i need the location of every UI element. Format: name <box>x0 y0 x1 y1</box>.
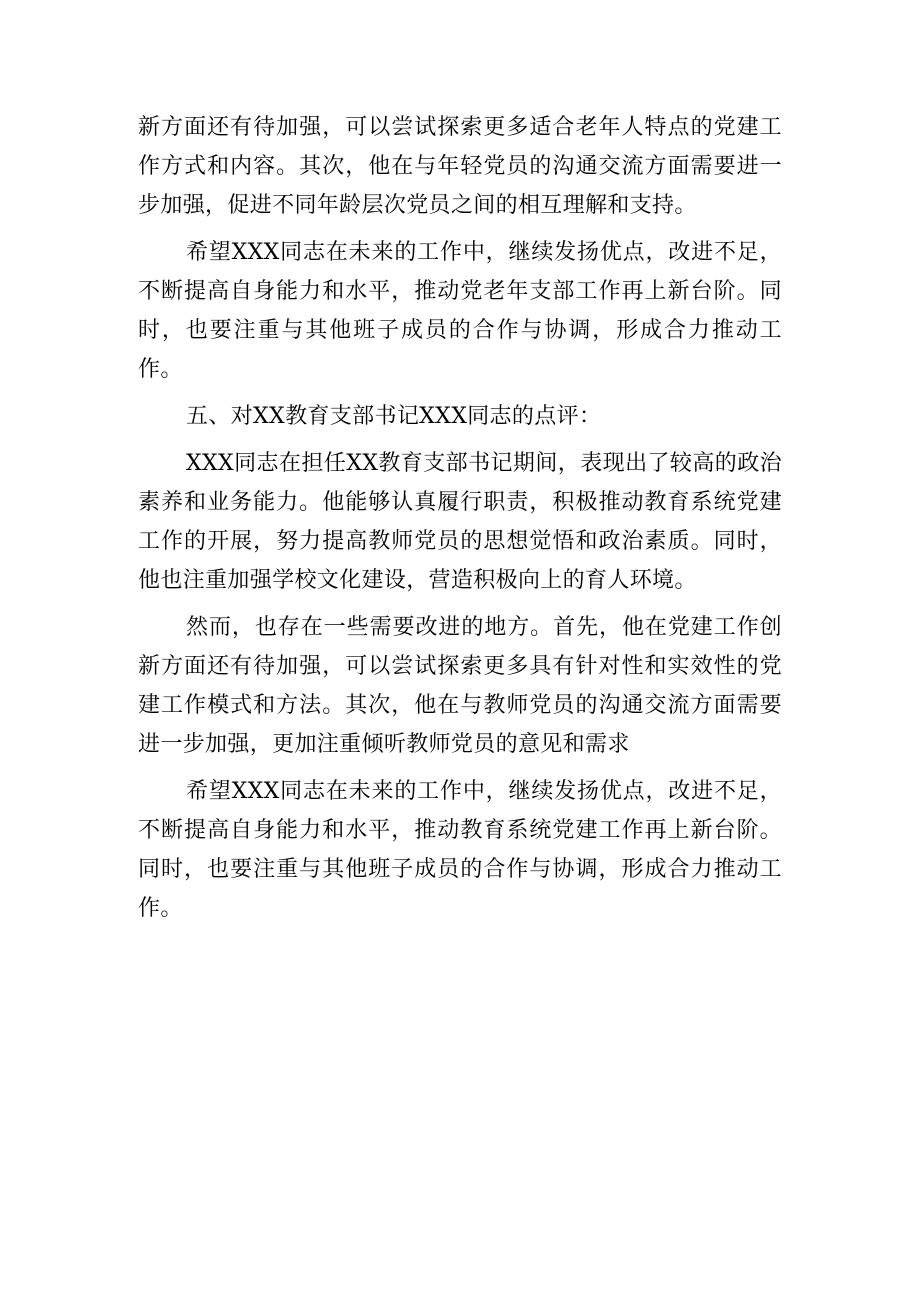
paragraph-improvements: 然而，也存在一些需要改进的地方。首先，他在党建工作创新方面还有待加强，可以尝试探索更多具有针对性和实效性的党建工作模式和方法。其次，他在与教师党员的沟通交流方面需要进一步加强，更加注重倾听教师党员的意见和需求 <box>138 615 782 757</box>
document-body <box>138 108 782 928</box>
paragraph-education-branch-review: XXX同志在担任XX教育支部书记期间，表现出了较高的政治素养和业务能力。他能够认真履行职责，积极推动教育系统党建工作的开展，努力提高教师党员的思想觉悟和政治素质。同时，他也注重加强学校文化建设，营造积极向上的育人环境。 <box>138 451 782 593</box>
paragraph-continuation: 新方面还有待加强，可以尝试探索更多适合老年人特点的党建工作方式和内容。其次，他在与年轻党员的沟通交流方面需要进一步加强，促进不同年龄层次党员之间的相互理解和支持。 <box>138 115 782 218</box>
paragraph-hope-education-branch: 希望XXX同志在未来的工作中，继续发扬优点，改进不足，不断提高自身能力和水平，推动教育系统党建工作再上新台阶。同时，也要注重与其他班子成员的合作与协调，形成合力推动工作。 <box>138 779 782 921</box>
section-heading-five: 五、对XX教育支部书记XXX同志的点评： <box>186 404 602 429</box>
paragraph-hope-elderly-branch: 希望XXX同志在未来的工作中，继续发扬优点，改进不足，不断提高自身能力和水平，推动党老年支部工作再上新台阶。同时，也要注重与其他班子成员的合作与协调，形成合力推动工作。 <box>138 240 782 382</box>
